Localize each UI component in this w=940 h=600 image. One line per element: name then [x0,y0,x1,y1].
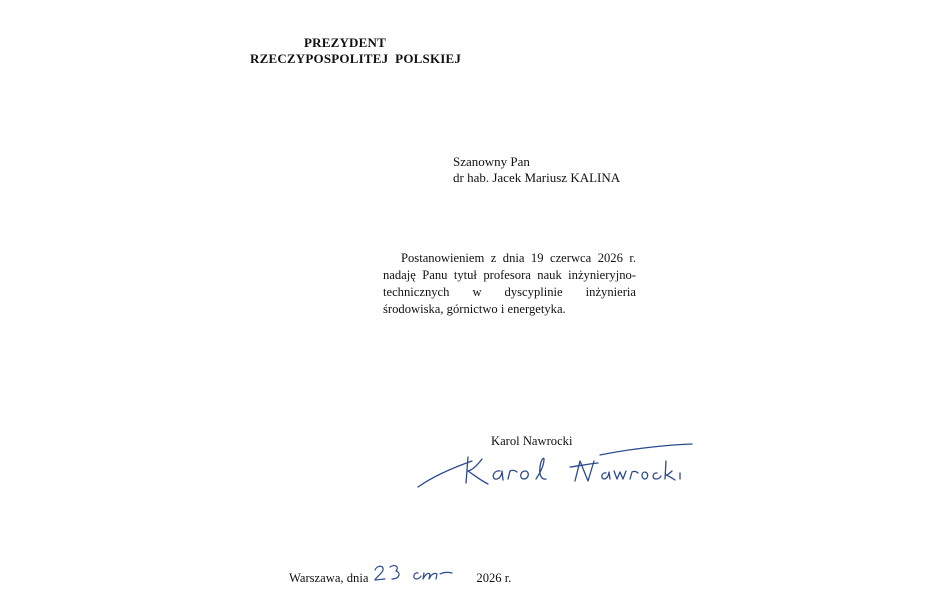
letter-body: Postanowieniem z dnia 19 czerwca 2026 r. nadaję Panu tytuł profesora nauk inżynieryjno-technicznych w dyscyplinie inżynieria środowiska, górnictwo i energetyka. [383,251,636,316]
signer-printed-name: Karol Nawrocki [491,434,573,448]
letterhead-line-1: PREZYDENT [304,35,386,50]
letterhead [250,35,462,67]
date-year-suffix: 2026 r. [476,571,512,585]
addressee-name: dr hab. Jacek Mariusz KALINA [453,170,621,185]
letterhead-line-2: RZECZYPOSPOLITEJ POLSKIEJ [250,51,462,66]
date-line [289,564,511,588]
date-place-prefix: Warszawa, dnia [289,571,369,585]
handwritten-month [410,564,454,582]
salutation: Szanowny Pan [453,154,530,169]
addressee-block [453,154,620,186]
handwritten-signature [410,437,700,497]
handwritten-day [372,564,406,582]
